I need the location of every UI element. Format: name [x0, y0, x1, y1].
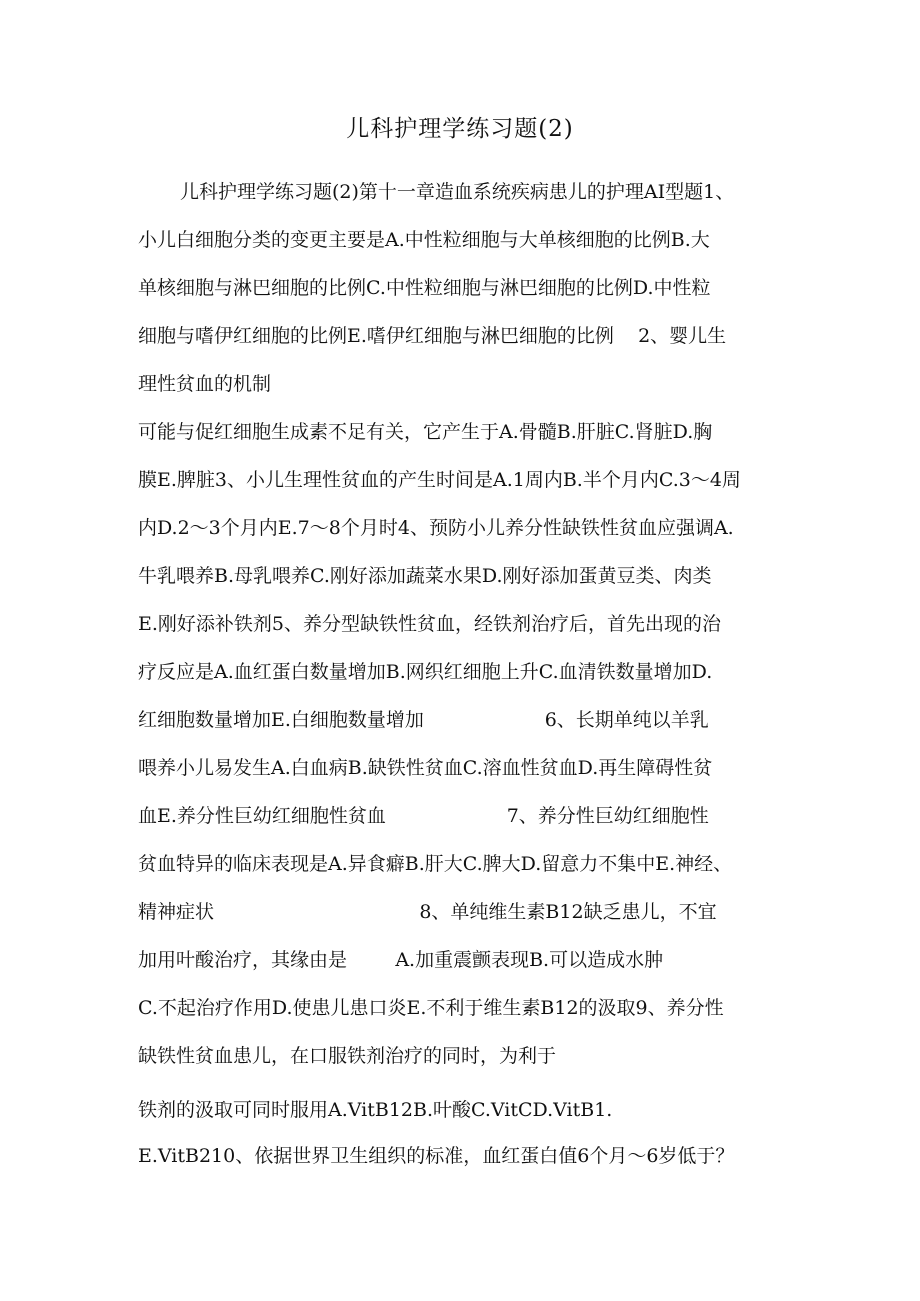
- text-line-14: 血E.养分性巨幼红细胞性贫血 7、养分性巨幼红细胞性: [138, 805, 709, 827]
- text-line-1: 儿科护理学练习题(2)第十一章造血系统疾病患儿的护理AI型题1、: [180, 181, 735, 203]
- text-line-15: 贫血特异的临床表现是A.异食癖B.肝大C.脾大D.留意力不集中E.神经、: [138, 853, 733, 875]
- document-title: 儿科护理学练习题(2): [346, 116, 574, 142]
- text-line-2: 小儿白细胞分类的变更主要是A.中性粒细胞与大单核细胞的比例B.大: [138, 229, 710, 251]
- text-line-10: E.刚好添补铁剂5、养分型缺铁性贫血，经铁剂治疗后，首先出现的治: [138, 613, 721, 635]
- text-line-4: 细胞与嗜伊红细胞的比例E.嗜伊红细胞与淋巴细胞的比例 2、婴儿生: [138, 325, 727, 347]
- text-line-21: E.VitB210、依据世界卫生组织的标准，血红蛋白值6个月～6岁低于？: [138, 1145, 735, 1167]
- text-line-9: 牛乳喂养B.母乳喂养C.刚好添加蔬菜水果D.刚好添加蛋黄豆类、肉类: [138, 565, 712, 587]
- text-line-17: 加用叶酸治疗，其缘由是 A.加重震颤表现B.可以造成水肿: [138, 949, 664, 971]
- text-line-3: 单核细胞与淋巴细胞的比例C.中性粒细胞与淋巴细胞的比例D.中性粒: [138, 277, 711, 299]
- text-line-20: 铁剂的汲取可同时服用A.VitB12B.叶酸C.VitCD.VitB1.: [138, 1099, 613, 1121]
- text-line-5: 理性贫血的机制: [138, 373, 272, 395]
- text-line-16: 精神症状 8、单纯维生素B12缺乏患儿，不宜: [138, 901, 717, 923]
- text-line-12: 红细胞数量增加E.白细胞数量增加 6、长期单纯以羊乳: [138, 709, 709, 731]
- text-line-19: 缺铁性贫血患儿，在口服铁剂治疗的同时，为利于: [138, 1045, 557, 1067]
- text-line-8: 内D.2～3个月内E.7～8个月时4、预防小儿养分性缺铁性贫血应强调A.: [138, 517, 734, 539]
- text-line-7: 膜E.脾脏3、小儿生理性贫血的产生时间是A.1周内B.半个月内C.3～4周: [138, 469, 741, 491]
- text-line-11: 疗反应是A.血红蛋白数量增加B.网织红细胞上升C.血清铁数量增加D.: [138, 661, 713, 683]
- text-line-6: 可能与促红细胞生成素不足有关，它产生于A.骨髓B.肝脏C.肾脏D.胸: [138, 421, 713, 443]
- text-line-13: 喂养小儿易发生A.白血病B.缺铁性贫血C.溶血性贫血D.再生障碍性贫: [138, 757, 713, 779]
- text-line-18: C.不起治疗作用D.使患儿患口炎E.不利于维生素B12的汲取9、养分性: [138, 997, 724, 1019]
